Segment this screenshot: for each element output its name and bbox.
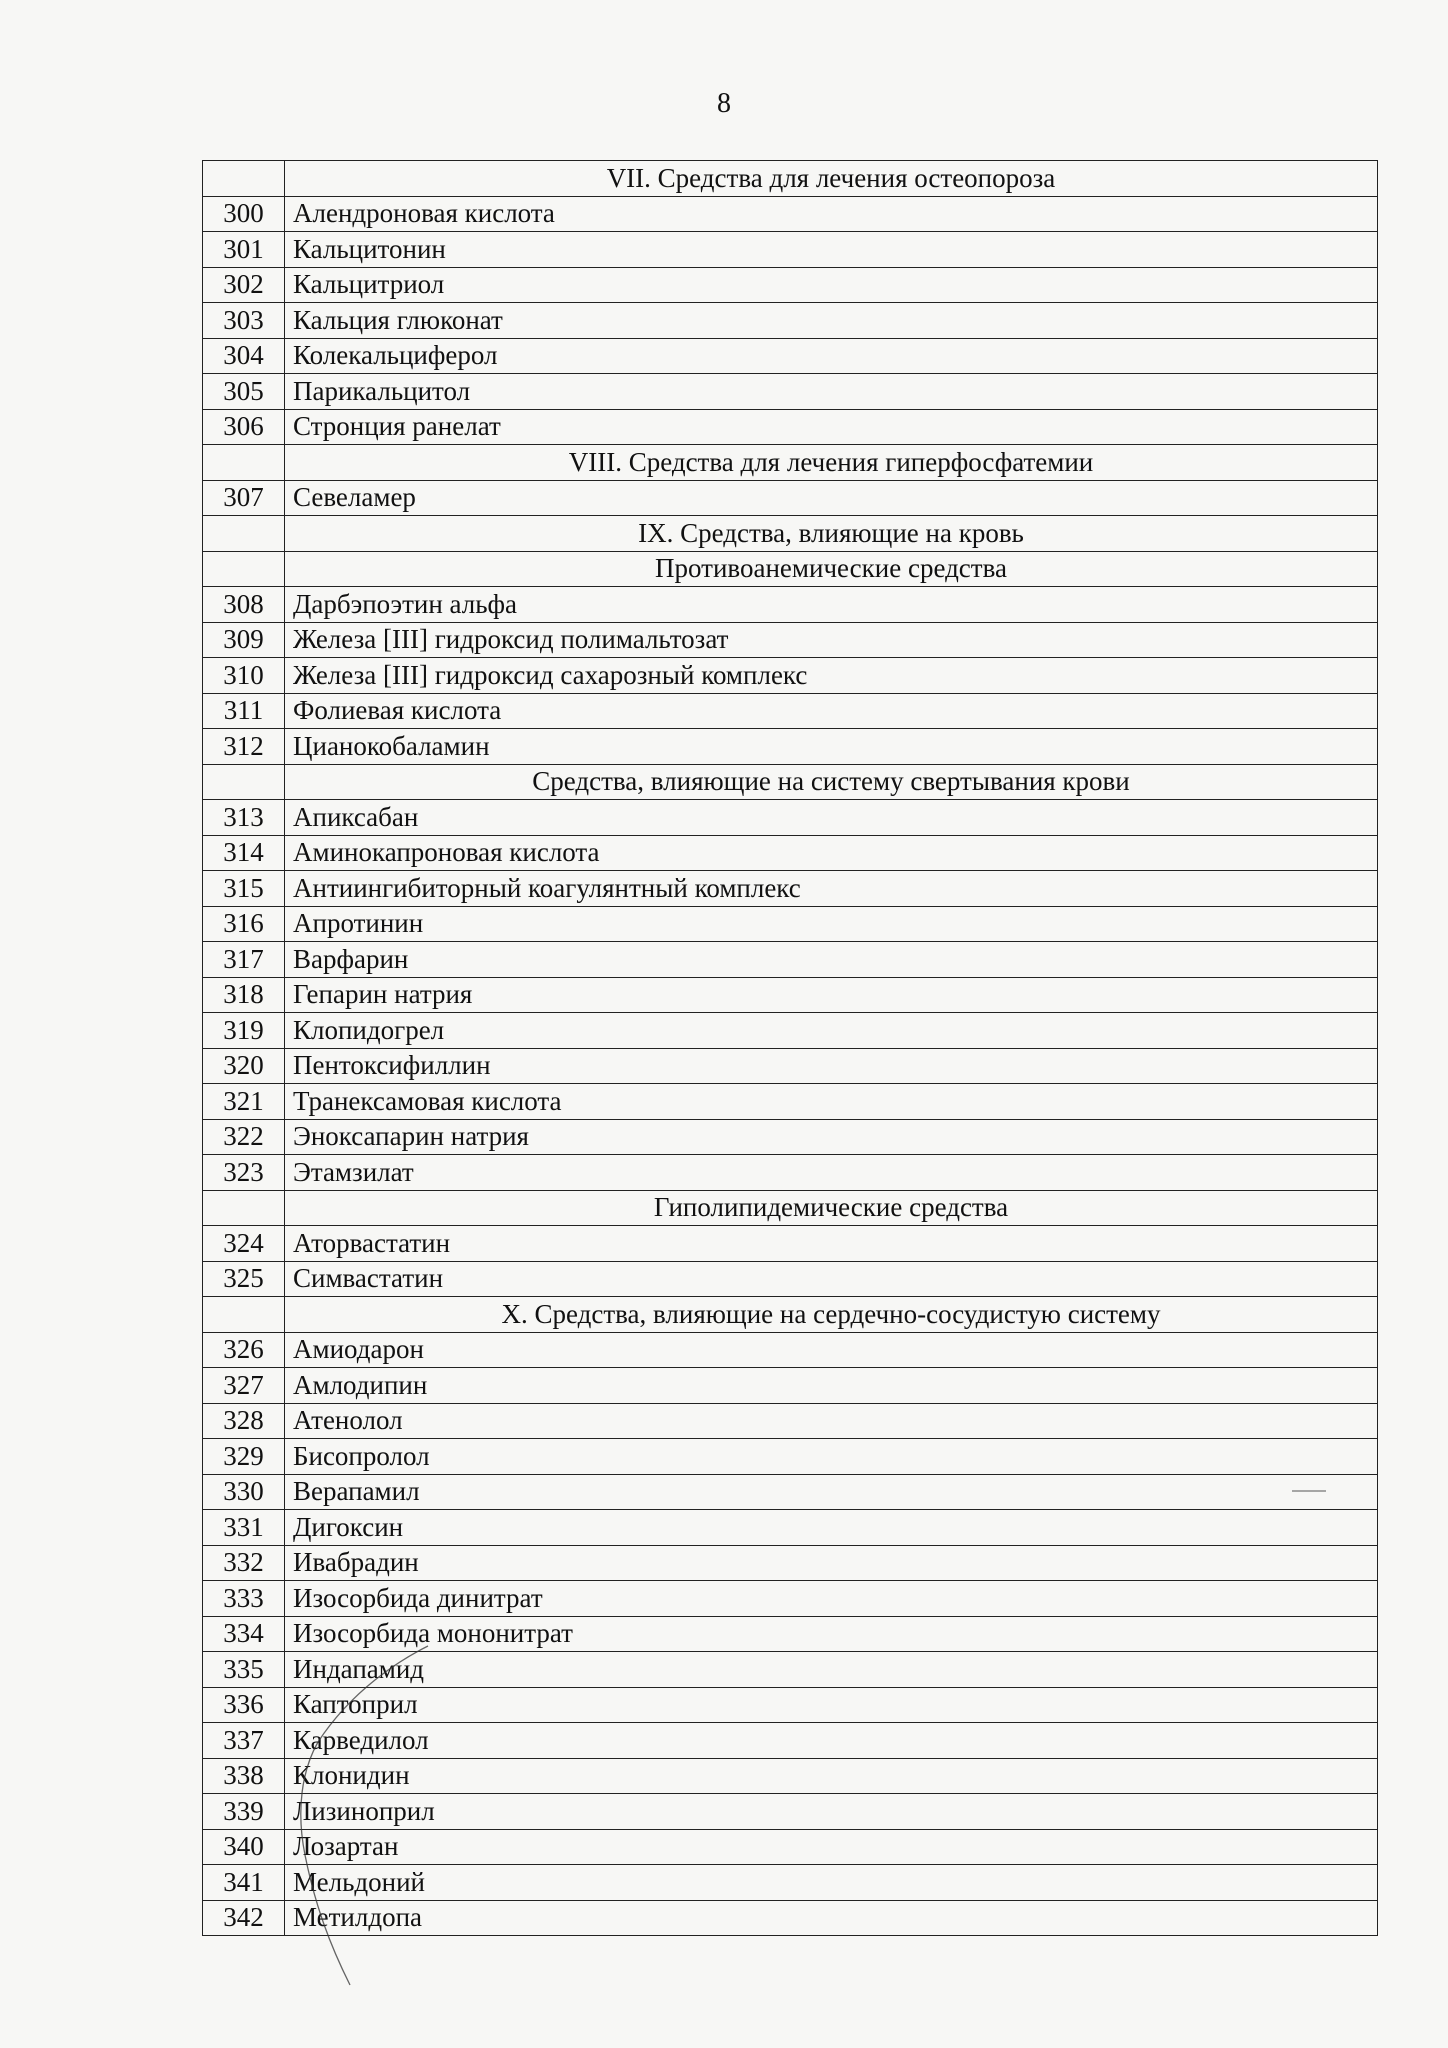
row-number: 313 bbox=[203, 800, 285, 836]
row-number: 319 bbox=[203, 1013, 285, 1049]
row-number: 303 bbox=[203, 303, 285, 339]
table-row bbox=[203, 693, 1378, 729]
drug-name: Ивабрадин bbox=[285, 1545, 1378, 1581]
section-header-row bbox=[203, 551, 1378, 587]
table-row bbox=[203, 338, 1378, 374]
row-number: 332 bbox=[203, 1545, 285, 1581]
drug-name: Метилдопа bbox=[285, 1900, 1378, 1936]
row-number: 312 bbox=[203, 729, 285, 765]
drug-name: Колекальциферол bbox=[285, 338, 1378, 374]
table-row bbox=[203, 374, 1378, 410]
row-number: 342 bbox=[203, 1900, 285, 1936]
row-number: 321 bbox=[203, 1084, 285, 1120]
table-row bbox=[203, 480, 1378, 516]
row-number: 301 bbox=[203, 232, 285, 268]
row-number: 333 bbox=[203, 1581, 285, 1617]
section-header-row bbox=[203, 516, 1378, 552]
drug-name: Цианокобаламин bbox=[285, 729, 1378, 765]
drug-name: Каптоприл bbox=[285, 1687, 1378, 1723]
drug-name: Верапамил bbox=[285, 1474, 1378, 1510]
row-number: 317 bbox=[203, 942, 285, 978]
table-row bbox=[203, 303, 1378, 339]
table-row bbox=[203, 1865, 1378, 1901]
drug-name: Бисопролол bbox=[285, 1439, 1378, 1475]
drug-name: Стронция ранелат bbox=[285, 409, 1378, 445]
row-number: 325 bbox=[203, 1261, 285, 1297]
table-row bbox=[203, 587, 1378, 623]
table-row bbox=[203, 977, 1378, 1013]
drug-name: Мельдоний bbox=[285, 1865, 1378, 1901]
row-number: 331 bbox=[203, 1510, 285, 1546]
table-row bbox=[203, 1687, 1378, 1723]
drug-name: Транексамовая кислота bbox=[285, 1084, 1378, 1120]
table-row bbox=[203, 1403, 1378, 1439]
row-number: 314 bbox=[203, 835, 285, 871]
row-number bbox=[203, 764, 285, 800]
section-title: VIII. Средства для лечения гиперфосфатемии bbox=[285, 445, 1378, 481]
table-row bbox=[203, 1474, 1378, 1510]
drug-name: Железа [III] гидроксид полимальтозат bbox=[285, 622, 1378, 658]
drug-name: Фолиевая кислота bbox=[285, 693, 1378, 729]
drug-name: Гепарин натрия bbox=[285, 977, 1378, 1013]
table-row bbox=[203, 871, 1378, 907]
row-number bbox=[203, 1297, 285, 1333]
table-row bbox=[203, 1119, 1378, 1155]
section-title: Гиполипидемические средства bbox=[285, 1190, 1378, 1226]
drug-name: Эноксапарин натрия bbox=[285, 1119, 1378, 1155]
drug-name: Аминокапроновая кислота bbox=[285, 835, 1378, 871]
drug-name: Кальция глюконат bbox=[285, 303, 1378, 339]
medication-list-table bbox=[202, 160, 1378, 1936]
table-row bbox=[203, 622, 1378, 658]
row-number bbox=[203, 161, 285, 197]
section-title: Средства, влияющие на систему свертывания крови bbox=[285, 764, 1378, 800]
row-number: 305 bbox=[203, 374, 285, 410]
drug-name: Дарбэпоэтин альфа bbox=[285, 587, 1378, 623]
drug-name: Апиксабан bbox=[285, 800, 1378, 836]
medication-list-body bbox=[203, 161, 1378, 1936]
section-title: Противоанемические средства bbox=[285, 551, 1378, 587]
row-number: 323 bbox=[203, 1155, 285, 1191]
row-number: 338 bbox=[203, 1758, 285, 1794]
row-number: 304 bbox=[203, 338, 285, 374]
drug-name: Лизиноприл bbox=[285, 1794, 1378, 1830]
drug-name: Амлодипин bbox=[285, 1368, 1378, 1404]
row-number: 316 bbox=[203, 906, 285, 942]
table-row bbox=[203, 1048, 1378, 1084]
row-number: 326 bbox=[203, 1332, 285, 1368]
drug-name: Клопидогрел bbox=[285, 1013, 1378, 1049]
drug-name: Этамзилат bbox=[285, 1155, 1378, 1191]
table-row bbox=[203, 942, 1378, 978]
table-row bbox=[203, 1332, 1378, 1368]
section-header-row bbox=[203, 445, 1378, 481]
row-number: 329 bbox=[203, 1439, 285, 1475]
table-row bbox=[203, 800, 1378, 836]
section-title: X. Средства, влияющие на сердечно-сосудистую систему bbox=[285, 1297, 1378, 1333]
row-number: 340 bbox=[203, 1829, 285, 1865]
drug-name: Изосорбида мононитрат bbox=[285, 1616, 1378, 1652]
page-number: 8 bbox=[717, 88, 731, 119]
row-number: 336 bbox=[203, 1687, 285, 1723]
table-row bbox=[203, 1616, 1378, 1652]
row-number: 324 bbox=[203, 1226, 285, 1262]
drug-name: Клонидин bbox=[285, 1758, 1378, 1794]
row-number: 328 bbox=[203, 1403, 285, 1439]
table-row bbox=[203, 196, 1378, 232]
drug-name: Севеламер bbox=[285, 480, 1378, 516]
drug-name: Железа [III] гидроксид сахарозный комплекс bbox=[285, 658, 1378, 694]
table-row bbox=[203, 906, 1378, 942]
table-row bbox=[203, 1794, 1378, 1830]
drug-name: Кальцитонин bbox=[285, 232, 1378, 268]
row-number bbox=[203, 516, 285, 552]
table-row bbox=[203, 1652, 1378, 1688]
section-title: IX. Средства, влияющие на кровь bbox=[285, 516, 1378, 552]
table-row bbox=[203, 1439, 1378, 1475]
table-row bbox=[203, 409, 1378, 445]
drug-name: Дигоксин bbox=[285, 1510, 1378, 1546]
table-row bbox=[203, 729, 1378, 765]
table-row bbox=[203, 1155, 1378, 1191]
table-row bbox=[203, 1510, 1378, 1546]
row-number: 341 bbox=[203, 1865, 285, 1901]
table-row bbox=[203, 267, 1378, 303]
table-row bbox=[203, 1261, 1378, 1297]
section-header-row bbox=[203, 1297, 1378, 1333]
section-header-row bbox=[203, 161, 1378, 197]
table-row bbox=[203, 1900, 1378, 1936]
row-number: 318 bbox=[203, 977, 285, 1013]
drug-name: Антиингибиторный коагулянтный комплекс bbox=[285, 871, 1378, 907]
table-row bbox=[203, 835, 1378, 871]
row-number: 330 bbox=[203, 1474, 285, 1510]
row-number: 320 bbox=[203, 1048, 285, 1084]
drug-name: Парикальцитол bbox=[285, 374, 1378, 410]
row-number: 327 bbox=[203, 1368, 285, 1404]
table-row bbox=[203, 1581, 1378, 1617]
drug-name: Аторвастатин bbox=[285, 1226, 1378, 1262]
drug-name: Пентоксифиллин bbox=[285, 1048, 1378, 1084]
table-row bbox=[203, 1084, 1378, 1120]
row-number: 322 bbox=[203, 1119, 285, 1155]
row-number bbox=[203, 445, 285, 481]
drug-name: Алендроновая кислота bbox=[285, 196, 1378, 232]
table-row bbox=[203, 1226, 1378, 1262]
table-row bbox=[203, 1723, 1378, 1759]
table-row bbox=[203, 232, 1378, 268]
row-number: 308 bbox=[203, 587, 285, 623]
row-number bbox=[203, 1190, 285, 1226]
row-number: 300 bbox=[203, 196, 285, 232]
row-number: 311 bbox=[203, 693, 285, 729]
section-header-row bbox=[203, 764, 1378, 800]
section-header-row bbox=[203, 1190, 1378, 1226]
row-number: 335 bbox=[203, 1652, 285, 1688]
drug-name: Индапамид bbox=[285, 1652, 1378, 1688]
row-number bbox=[203, 551, 285, 587]
row-number: 339 bbox=[203, 1794, 285, 1830]
section-title: VII. Средства для лечения остеопороза bbox=[285, 161, 1378, 197]
drug-name: Апротинин bbox=[285, 906, 1378, 942]
drug-name: Карведилол bbox=[285, 1723, 1378, 1759]
row-number: 309 bbox=[203, 622, 285, 658]
table-row bbox=[203, 658, 1378, 694]
row-number: 337 bbox=[203, 1723, 285, 1759]
drug-name: Атенолол bbox=[285, 1403, 1378, 1439]
drug-name: Амиодарон bbox=[285, 1332, 1378, 1368]
drug-name: Варфарин bbox=[285, 942, 1378, 978]
table-row bbox=[203, 1758, 1378, 1794]
drug-name: Лозартан bbox=[285, 1829, 1378, 1865]
row-number: 315 bbox=[203, 871, 285, 907]
drug-name: Изосорбида динитрат bbox=[285, 1581, 1378, 1617]
row-number: 307 bbox=[203, 480, 285, 516]
row-number: 334 bbox=[203, 1616, 285, 1652]
table-row bbox=[203, 1368, 1378, 1404]
drug-name: Симвастатин bbox=[285, 1261, 1378, 1297]
table-row bbox=[203, 1013, 1378, 1049]
drug-name: Кальцитриол bbox=[285, 267, 1378, 303]
table-row bbox=[203, 1545, 1378, 1581]
row-number: 302 bbox=[203, 267, 285, 303]
row-number: 310 bbox=[203, 658, 285, 694]
row-number: 306 bbox=[203, 409, 285, 445]
table-row bbox=[203, 1829, 1378, 1865]
